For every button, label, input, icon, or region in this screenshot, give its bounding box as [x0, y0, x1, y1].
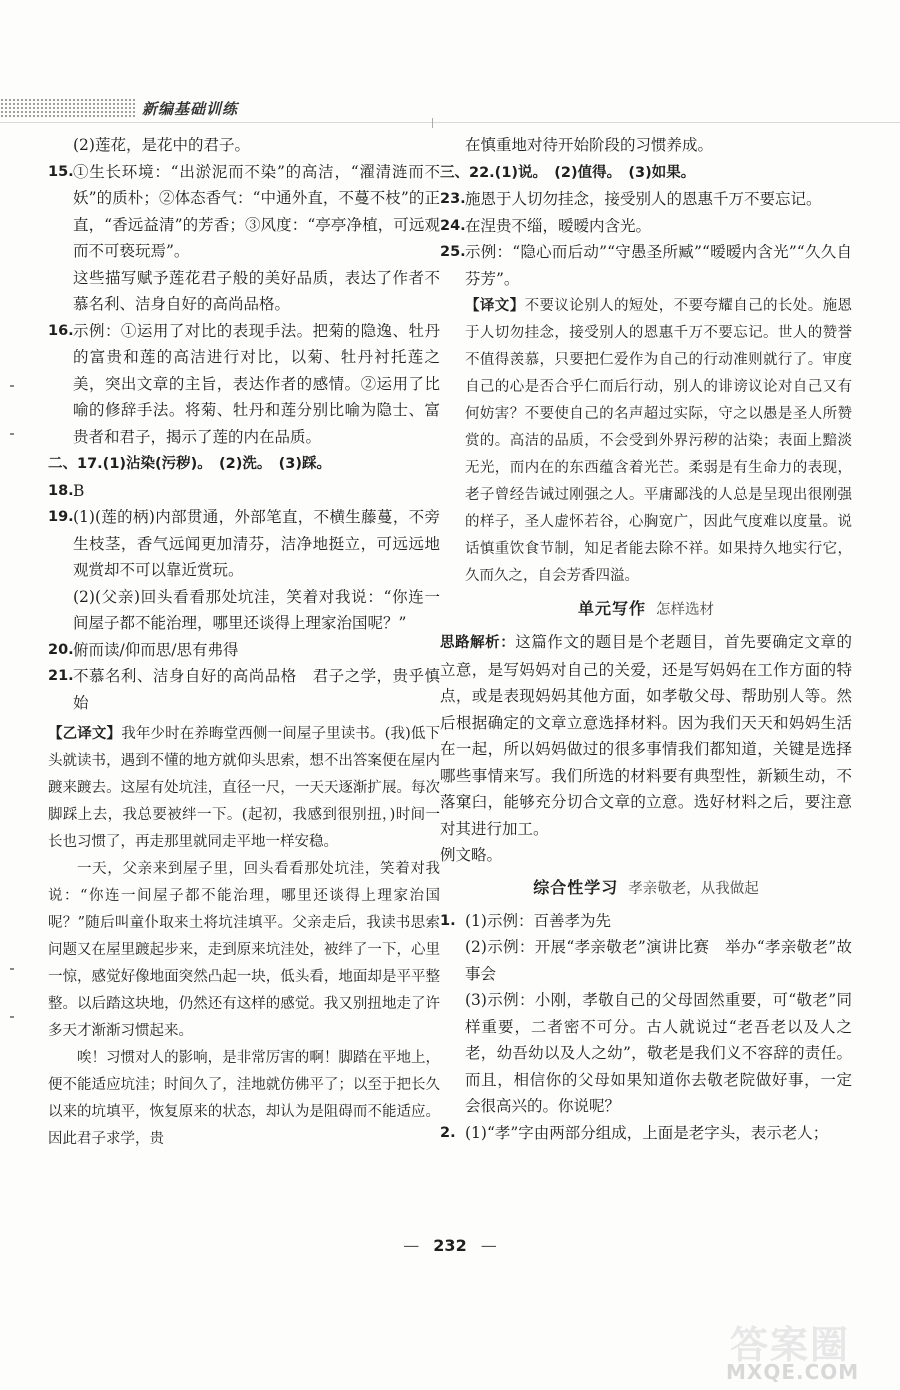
answer-line: (2)莲花，是花中的君子。: [73, 136, 250, 154]
question-number: 15.: [48, 163, 74, 180]
question-23: [440, 186, 852, 213]
question-number: 18.: [48, 482, 74, 499]
question-16: [48, 318, 440, 451]
comprehensive-question-2: [440, 1120, 852, 1147]
translation-paragraph: 唉！习惯对人的影响，是非常厉害的啊！脚踏在平地上，便不能适应坑洼；时间久了，洼地就仿佛平了；以至于把长久以来的坑填平，恢复原来的状态，却认为是阻碍而不能适应。因此君子求学，贵: [48, 1050, 440, 1147]
margin-mark: [10, 968, 14, 970]
watermark-url: MXQE.COM: [726, 1360, 860, 1384]
question-22: 三、22.(1)说。 (2)值得。 (3)如果。: [440, 164, 696, 181]
page-header: [0, 92, 900, 128]
question-number: 24.: [440, 217, 466, 234]
margin-mark: [10, 1016, 14, 1018]
answer-text: (1)示例：百善孝为先: [465, 911, 611, 930]
translation-paragraph: 一天，父亲来到屋子里，回头看看那处坑洼，笑着对我说：“你连一间屋子都不能治理，哪里还谈得上理家治国呢？”随后叫童仆取来土将坑洼填平。父亲走后，我读书思索问题又在屋里踱起步来，走到原来坑洼处，被绊了一下，心里一惊，感觉好像地面突然凸起一块，低头看，地面却是平平整整。以后踏这块地，仍然还有这样的感觉。我又别扭地走了许多天才渐渐习惯起来。: [48, 861, 440, 1039]
question-number: 1.: [440, 912, 456, 929]
answer-line: (3)示例：小刚，孝敬自己的父母固然重要，可“敬老”同样重要，二者密不可分。古人就说过“老吾老以及人之老，幼吾幼以及人之幼”，敬老是我们义不容辞的责任。而且，相信你的父母如果知道你去敬老院做好事，一定会很高兴的。你说呢？: [465, 991, 852, 1115]
translation-paragraph: 【乙译文】我年少时在养晦堂西侧一间屋子里读书。(我)低下头就读书，遇到不懂的地方就仰头思索，想不出答案便在屋内踱来踱去。这屋有处坑洼，直径一尺，一天天逐渐扩展。每次脚踩上去，我总要被绊一下。(起初，我感到很别扭，)时间一长也习惯了，再走那里就同走平地一样安稳。: [48, 725, 441, 850]
watermark-logo: [716, 1310, 876, 1386]
answer-text: ①生长环境：“出淤泥而不染”的高洁，“濯清涟而不妖”的质朴；②体态香气：“中通外直，不蔓不枝”的正直，“香远益清”的芳香；③风度：“亭亭净植，可远观而不可亵玩焉”。: [73, 162, 440, 260]
question-21: [48, 663, 440, 716]
question-number: 19.: [48, 509, 74, 525]
answer-text: B: [73, 481, 85, 500]
question-number: 20.: [48, 641, 74, 658]
question-number: 23.: [440, 191, 466, 207]
translation-tag: 【乙译文】: [48, 725, 122, 742]
answer-line: (2)示例：开展“孝亲敬老”演讲比赛 举办“孝亲敬老”故事会: [465, 938, 852, 983]
answer-text: 示例：①运用了对比的表现手法。把菊的隐逸、牡丹的富贵和莲的高洁进行对比，以菊、牡丹衬托莲之美，突出文章的主旨，表达作者的感情。②运用了比喻的修辞手法。将菊、牡丹和莲分别比喻为隐士、富贵者和君子，揭示了莲的内在品质。: [73, 321, 440, 446]
answer-text: (1)“孝”字由两部分组成，上面是老字头，表示老人；: [465, 1123, 829, 1142]
answer-text: 施恩于人切勿挂念，接受别人的恩惠千万不要忘记。: [465, 190, 822, 208]
answer-line: 例文略。: [440, 846, 503, 864]
translation-tag: 【译文】: [465, 297, 525, 314]
section-heading-writing: 单元写作 怎样选材: [577, 599, 714, 618]
analysis-tag: 思路解析：: [440, 635, 516, 651]
question-24: [440, 213, 852, 240]
question-20: [48, 637, 440, 664]
question-19: [48, 504, 440, 584]
page-number: — 232 —: [403, 1236, 497, 1255]
answer-line: 这些描写赋予莲花君子般的美好品质，表达了作者不慕名利、洁身自好的高尚品格。: [73, 268, 440, 313]
answer-text: 在涅贵不缁，暧暧内含光。: [465, 216, 652, 235]
question-number: 2.: [440, 1124, 456, 1141]
margin-mark: [10, 433, 14, 435]
header-dot-pattern: [0, 98, 135, 118]
question-number: 16.: [48, 322, 74, 339]
translation-paragraph: 【译文】不要议论别人的短处，不要夸耀自己的长处。施恩于人切勿挂念，接受别人的恩惠千万不要忘记。世人的赞誉不值得羡慕，只要把仁爱作为自己的行动准则就行了。审度自己的心是否合乎仁而后行动，别人的诽谤议论对自己又有何妨害？不要使自己的名声超过实际，守之以愚是圣人所赞赏的。高洁的品质，不会受到外界污秽的沾染；表面上黯淡无光，而内在的东西蕴含着光芒。柔弱是有生命力的表现，老子曾经告诫过刚强之人。平庸鄙浅的人总是呈现出很刚强的样子，圣人虚怀若谷，心胸宽广，因此气度难以度量。说话慎重饮食节制，知足者能去除不祥。如果持久地实行它，久而久之，自会芳香四溢。: [465, 297, 853, 584]
margin-mark: [10, 385, 14, 387]
left-column: [48, 132, 440, 1153]
answer-line: (2)(父亲)回头看看那处坑洼，笑着对我说：“你连一间屋子都不能治理，哪里还谈得上理家治国呢？”: [73, 587, 440, 632]
column-divider-tick: [432, 118, 433, 128]
answer-text: 不慕名利、洁身自好的高尚品格 君子之学，贵乎慎始: [73, 667, 440, 712]
question-number: 25.: [440, 244, 466, 260]
question-18: [48, 478, 440, 505]
watermark-text: 答案圈: [730, 1323, 851, 1367]
right-column: [440, 132, 852, 1146]
header-rule: [0, 122, 900, 123]
answer-text: (1)(莲的柄)内部贯通，外部笔直，不横生藤蔓，不旁生枝茎，香气远闻更加清芬，洁净地挺立，可远远地观赏却不可以靠近赏玩。: [73, 508, 440, 579]
answer-text: 示例：“隐心而后动”“守愚圣所臧”“暧暧内含光”“久久自芬芳”。: [465, 243, 852, 288]
section-heading-comprehensive: 综合性学习 孝亲敬老，从我做起: [533, 877, 759, 897]
analysis-paragraph: 思路解析：这篇作文的题目是个老题目，首先要确定文章的立意，是写妈妈对自己的关爱，还是写妈妈在工作方面的特点，或是表现妈妈其他方面，如孝敬父母、帮助别人等。然后根据确定的文章立意选择材料。因为我们天天和妈妈生活在一起，所以妈妈做过的很多事情我们都知道，关键是选择哪些事情来写。我们所选的材料要有典型性，新颖生动，不落窠臼，能够充分切合文章的立意。选好材料之后，要注意对其进行加工。: [440, 633, 852, 838]
answer-line: 在慎重地对待开始阶段的习惯养成。: [465, 136, 714, 154]
answer-text: 俯而读/仰而思/思有弗得: [73, 640, 239, 659]
question-25: [440, 239, 852, 292]
header-title: 新编基础训练: [142, 100, 239, 118]
question-17: 二、17.(1)沾染(污秽)。 (2)洗。 (3)踩。: [48, 456, 331, 472]
question-number: 21.: [48, 668, 74, 684]
question-15: [48, 159, 440, 265]
comprehensive-question-1: [440, 908, 852, 935]
